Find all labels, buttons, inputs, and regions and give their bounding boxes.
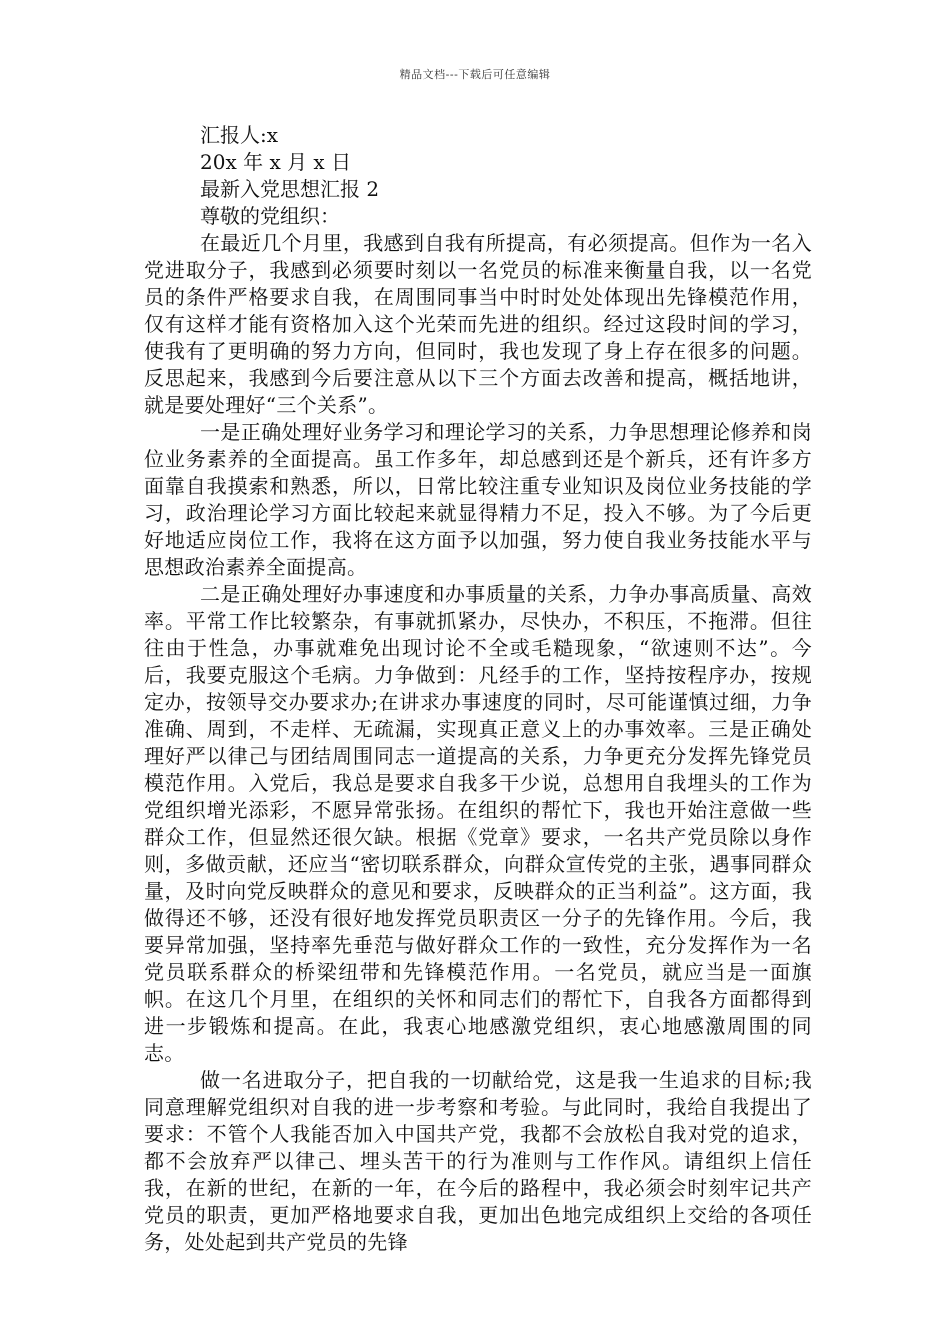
paragraph: 二是正确处理好办事速度和办事质量的关系，力争办事高质量、高效率。平常工作比较繁杂，有事就抓紧办，尽快办，不积压，不拖滞。但往往由于性急，办事就难免出现讨论不全或毛糙现象，“欲速则不达”。今后，我要克服这个毛病。力争做到：凡经手的工作，坚持按程序办，按规定办，按领导交办要求办;在讲求办事速度的同时，尽可能谨慎过细，力争准确、周到，不走样、无疏漏，实现真正意义上的办事效率。三是正确处理好严以律己与团结周围同志一道提高的关系，力争更充分发挥先锋党员模范作用。入党后，我总是要求自我多干少说，总想用自我埋头的工作为党组织增光添彩，不愿异常张扬。在组织的帮忙下，我也开始注意做一些群众工作，但显然还很欠缺。根据《党章》要求，一名共产党员除以身作则，多做贡献，还应当“密切联系群众，向群众宣传党的主张，遇事同群众量，及时向党反映群众的意见和要求，反映群众的正当利益”。这方面，我做得还不够，还没有很好地发挥党员职责区一分子的先锋作用。今后，我要异常加强，坚持率先垂范与做好群众工作的一致性，充分发挥作为一名党员联系群众的桥梁纽带和先锋模范作用。一名党员，就应当是一面旗帜。在这几个月里，在组织的关怀和同志们的帮忙下，自我各方面都得到进一步锻炼和提高。在此，我衷心地感激党组织，衷心地感激周围的同志。 <box>144 582 812 1065</box>
page-header: 精品文档---下载后可任意编辑 <box>399 68 551 81</box>
paragraph: 一是正确处理好业务学习和理论学习的关系，力争思想理论修养和岗位业务素养的全面提高。虽工作多年，却总感到还是个新兵，还有许多方面靠自我摸索和熟悉，所以，日常比较注重专业知识及岗位业务技能的学习，政治理论学习方面比较起来就显得精力不足，投入不够。为了今后更好地适应岗位工作，我将在这方面予以加强，努力使自我业务技能水平与思想政治素养全面提高。 <box>144 420 812 579</box>
salutation: 尊敬的党组织： <box>200 204 340 228</box>
date-line: 20x 年 x 月 x 日 <box>200 150 352 174</box>
reporter-line: 汇报人:x <box>200 123 279 147</box>
report-title: 最新入党思想汇报 2 <box>200 177 380 201</box>
paragraph: 在最近几个月里，我感到自我有所提高，有必须提高。但作为一名入党进取分子，我感到必须要时刻以一名党员的标准来衡量自我，以一名党员的条件严格要求自我，在周围同事当中时时处处体现出先锋模范作用，仅有这样才能有资格加入这个光荣而先进的组织。经过这段时间的学习，使我有了更明确的努力方向，但同时，我也发现了身上存在很多的问题。反思起来，我感到今后要注意从以下三个方面去改善和提高，概括地讲，就是要处理好“三个关系”。 <box>144 231 812 417</box>
report-meta <box>200 122 379 230</box>
paragraph: 做一名进取分子，把自我的一切献给党，这是我一生追求的目标;我同意理解党组织对自我的进一步考察和考验。与此同时，我给自我提出了要求：不管个人我能否加入中国共产党，我都不会放松自我对党的追求，都不会放弃严以律己、埋头苦干的行为准则与工作作风。请组织上信任我，在新的世纪，在新的一年，在今后的路程中，我必须会时刻牢记共产党员的职责，更加严格地要求自我，更加出色地完成组织上交给的各项任务，处处起到共产党员的先锋 <box>144 1068 812 1254</box>
document-body <box>144 230 812 1256</box>
